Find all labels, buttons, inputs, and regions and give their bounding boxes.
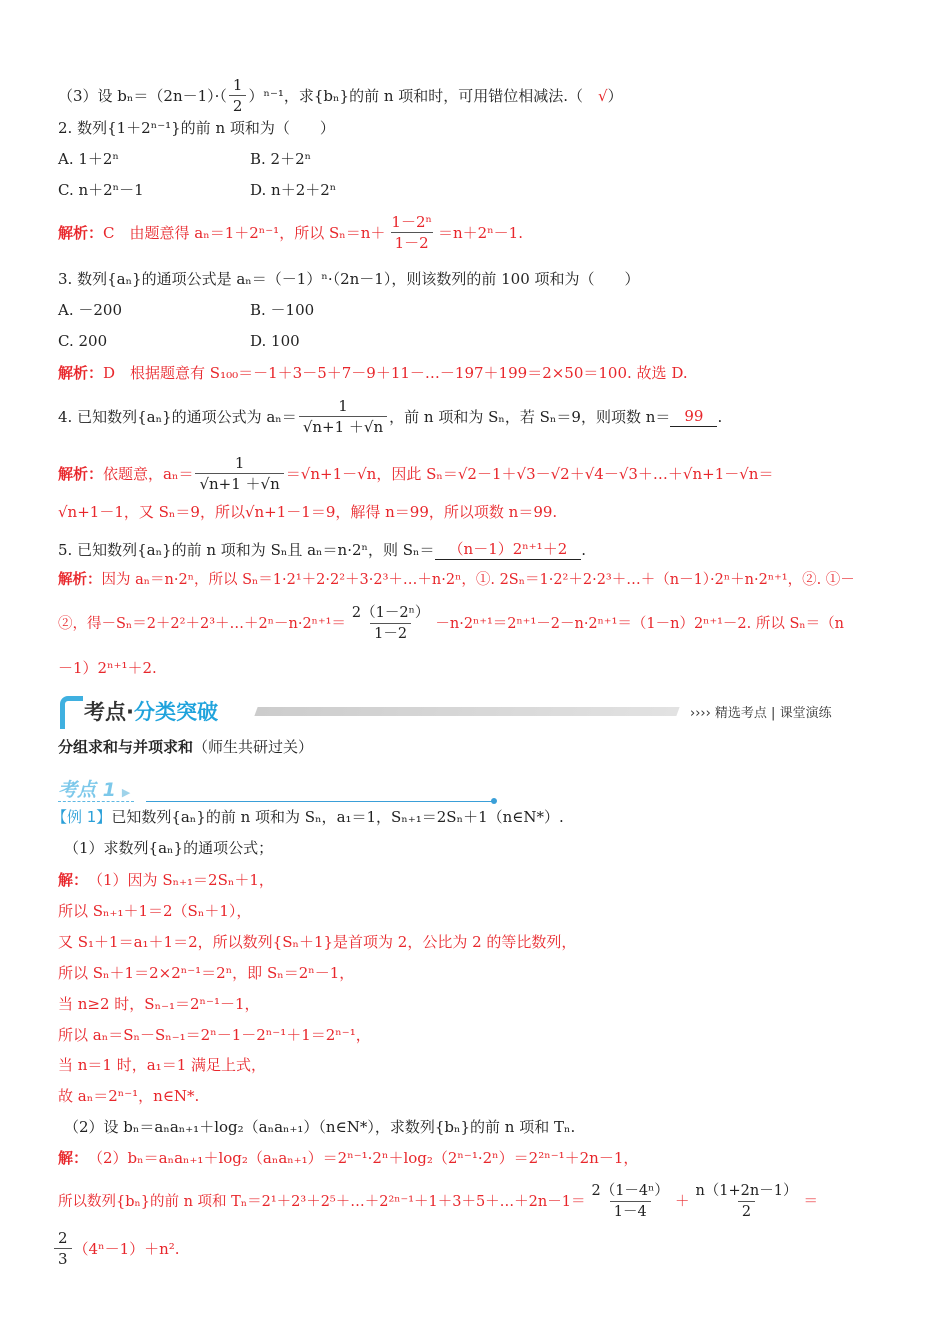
text: C 由题意得 aₙ＝1＋2ⁿ⁻¹，所以 Sₙ＝n＋ (103, 223, 386, 242)
text: ＝n＋2ⁿ－1. (437, 223, 523, 242)
q2-option-c: C. n＋2ⁿ－1 (58, 181, 144, 199)
fraction (54, 1228, 72, 1269)
header-bar (254, 707, 679, 716)
analysis-label: 解析： (58, 572, 102, 588)
solution-line: 当 n≥2 时，Sₙ₋₁＝2ⁿ⁻¹－1， (58, 995, 260, 1013)
numerator: 2（1－4ⁿ） (591, 1183, 669, 1199)
denominator: 1－2 (370, 623, 411, 644)
topic-note: （师生共研过关） (193, 738, 314, 756)
text: . (581, 540, 587, 559)
solution-line (58, 870, 274, 890)
q3-option-b: B. －100 (250, 301, 315, 319)
numerator: 1－2ⁿ (391, 213, 432, 231)
fraction (387, 212, 436, 253)
q5-analysis-line2 (58, 603, 844, 644)
bracket-icon (60, 696, 83, 729)
section-subtitle: ›››› 精选考点 | 课堂演练 (690, 706, 832, 721)
q1-3-line (58, 75, 623, 116)
q3-option-a: A. －200 (58, 301, 122, 319)
text: 5. 已知数列{aₙ}的前 n 项和为 Sₙ且 aₙ＝n·2ⁿ，则 Sₙ＝ (58, 540, 435, 559)
analysis-label: 解析： (58, 364, 104, 382)
q5-stem (58, 539, 586, 560)
q3-analysis (58, 363, 688, 383)
text: ）ⁿ⁻¹，求{bₙ}的前 n 项和时，可用错位相减法.（ (248, 86, 599, 105)
text: ，前 n 项和为 Sₙ，若 Sₙ＝9，则项数 n＝ (389, 407, 671, 426)
solution-line: 故 aₙ＝2ⁿ⁻¹，n∈N*. (58, 1087, 200, 1105)
title-part: 分类突破 (133, 700, 218, 724)
analysis-label: 解析： (58, 223, 104, 242)
fraction (229, 75, 247, 116)
text: 依题意，aₙ＝ (103, 464, 194, 483)
text: 因为 aₙ＝n·2ⁿ，所以 Sₙ＝1·2¹＋2·2²＋3·2³＋…＋n·2ⁿ，①. 2Sₙ＝1·2²＋2·2³＋…＋（n－1）·2ⁿ＋n·2ⁿ⁺¹，②. ①－ (101, 572, 855, 588)
analysis-label: 解析： (58, 464, 104, 483)
example-1-stem (52, 807, 564, 827)
fraction (691, 1181, 801, 1222)
solution-line: 所以 Sₙ＋1＝2×2ⁿ⁻¹＝2ⁿ，即 Sₙ＝2ⁿ－1， (58, 964, 355, 982)
numerator: 2（1－2ⁿ） (351, 605, 430, 621)
text: ＝ (803, 1193, 818, 1210)
answer-blank: （n－1）2ⁿ⁺¹＋2 (435, 539, 582, 560)
fraction (348, 603, 433, 644)
fraction (299, 396, 387, 437)
q2-option-a: A. 1＋2ⁿ (58, 150, 119, 168)
solution-label: 解： (58, 871, 89, 889)
topic-heading (58, 737, 313, 757)
numerator: 1 (234, 454, 245, 472)
text: D 根据题意有 S₁₀₀＝－1＋3－5＋7－9＋11－…－197＋199＝2×50＝100. 故选 D. (103, 364, 688, 382)
q2-option-b: B. 2＋2ⁿ (250, 150, 312, 168)
text: 已知数列{aₙ}的前 n 项和为 Sₙ，a₁＝1，Sₙ₊₁＝2Sₙ＋1（n∈N*）. (111, 808, 564, 826)
denominator: 1－4 (610, 1201, 651, 1222)
text: 所以数列{bₙ}的前 n 项和 Tₙ＝2¹＋2³＋2⁵＋…＋2²ⁿ⁻¹＋1＋3＋5＋…＋2n－1＝ (58, 1193, 586, 1210)
text: （1）因为 Sₙ₊₁＝2Sₙ＋1， (88, 871, 274, 889)
solution-line (58, 1228, 180, 1269)
solution-line: 所以 Sₙ₊₁＋1＝2（Sₙ＋1）， (58, 902, 252, 920)
q2-stem: 2. 数列{1＋2ⁿ⁻¹}的前 n 项和为（ ） (58, 119, 335, 137)
solution-line: 又 S₁＋1＝a₁＋1＝2，所以数列{Sₙ＋1}是首项为 2，公比为 2 的等比数列， (58, 933, 577, 951)
text: ＋ (674, 1193, 690, 1210)
example-1-part2: （2）设 bₙ＝aₙaₙ₊₁＋log₂（aₙaₙ₊₁）（n∈N*），求数列{bₙ}的前 n 项和 Tₙ. (64, 1118, 576, 1136)
solution-label: 解： (58, 1149, 89, 1167)
denominator: 2 (229, 95, 247, 116)
q4-analysis-line2: √n+1－1，又 Sₙ＝9，所以√n+1－1＝9，解得 n＝99，所以项数 n＝99. (58, 503, 558, 521)
text: （4ⁿ－1）＋n². (73, 1239, 180, 1258)
text: . (717, 407, 723, 426)
text: ②，得－Sₙ＝2＋2²＋2³＋…＋2ⁿ－n·2ⁿ⁺¹＝ (58, 615, 346, 632)
triangle-icon: ▶ (121, 786, 131, 799)
q5-analysis (58, 570, 855, 590)
example-tag: 【例 1】 (52, 808, 112, 826)
q3-stem: 3. 数列{aₙ}的通项公式是 aₙ＝（－1）ⁿ·（2n－1），则该数列的前 100 项和为（ ） (58, 270, 640, 288)
title-part: 考点· (84, 700, 134, 724)
text: （2）bₙ＝aₙaₙ₊₁＋log₂（aₙaₙ₊₁）＝2ⁿ⁻¹·2ⁿ＋log₂（2ⁿ⁻¹·2ⁿ）＝2²ⁿ⁻¹＋2n－1， (88, 1149, 639, 1167)
text: ） (607, 86, 623, 105)
text: －n·2ⁿ⁺¹＝2ⁿ⁺¹－2－n·2ⁿ⁺¹＝（1－n）2ⁿ⁺¹－2. 所以 Sₙ＝（n (435, 615, 845, 632)
numerator: n（1+2n－1） (695, 1183, 798, 1199)
divider (146, 801, 494, 802)
q4-analysis (58, 453, 773, 494)
q5-analysis-line3: －1）2ⁿ⁺¹＋2. (58, 659, 157, 677)
divider (58, 801, 134, 802)
check-mark: √ (598, 86, 608, 105)
denominator: 2 (738, 1201, 755, 1222)
solution-line (58, 1148, 638, 1168)
answer-blank: 99 (670, 406, 717, 427)
fraction (587, 1181, 672, 1222)
numerator: 1 (232, 76, 243, 94)
fraction (195, 453, 283, 494)
solution-line (58, 1181, 818, 1222)
q3-option-c: C. 200 (58, 332, 108, 350)
solution-line: 所以 aₙ＝Sₙ－Sₙ₋₁＝2ⁿ－1－2ⁿ⁻¹＋1＝2ⁿ⁻¹， (58, 1026, 371, 1044)
q3-option-d: D. 100 (250, 332, 300, 350)
q2-option-d: D. n＋2＋2ⁿ (250, 181, 337, 199)
kaodian-text: 考点 1 (58, 779, 116, 801)
denominator: √n+1 ＋√n (299, 416, 387, 437)
text: 4. 已知数列{aₙ}的通项公式为 aₙ＝ (58, 407, 297, 426)
section-title (84, 696, 218, 726)
denominator: 3 (54, 1248, 72, 1269)
denominator: √n+1 ＋√n (195, 473, 283, 494)
denominator: 1－2 (391, 232, 433, 253)
example-1-part1: （1）求数列{aₙ}的通项公式； (64, 839, 274, 857)
solution-line: 当 n＝1 时，a₁＝1 满足上式， (58, 1056, 267, 1074)
text: ＝√n+1－√n，因此 Sₙ＝√2－1＋√3－√2＋√4－√3＋…＋√n+1－√n＝ (285, 464, 774, 483)
text: （3）设 bₙ＝（2n－1）·（ (58, 86, 227, 105)
numerator: 1 (338, 397, 348, 415)
topic-title: 分组求和与并项求和 (58, 738, 194, 756)
section-header (58, 694, 858, 728)
numerator: 2 (58, 1229, 68, 1247)
q4-stem (58, 396, 722, 437)
q2-analysis (58, 212, 523, 253)
kaodian-label (58, 775, 130, 802)
